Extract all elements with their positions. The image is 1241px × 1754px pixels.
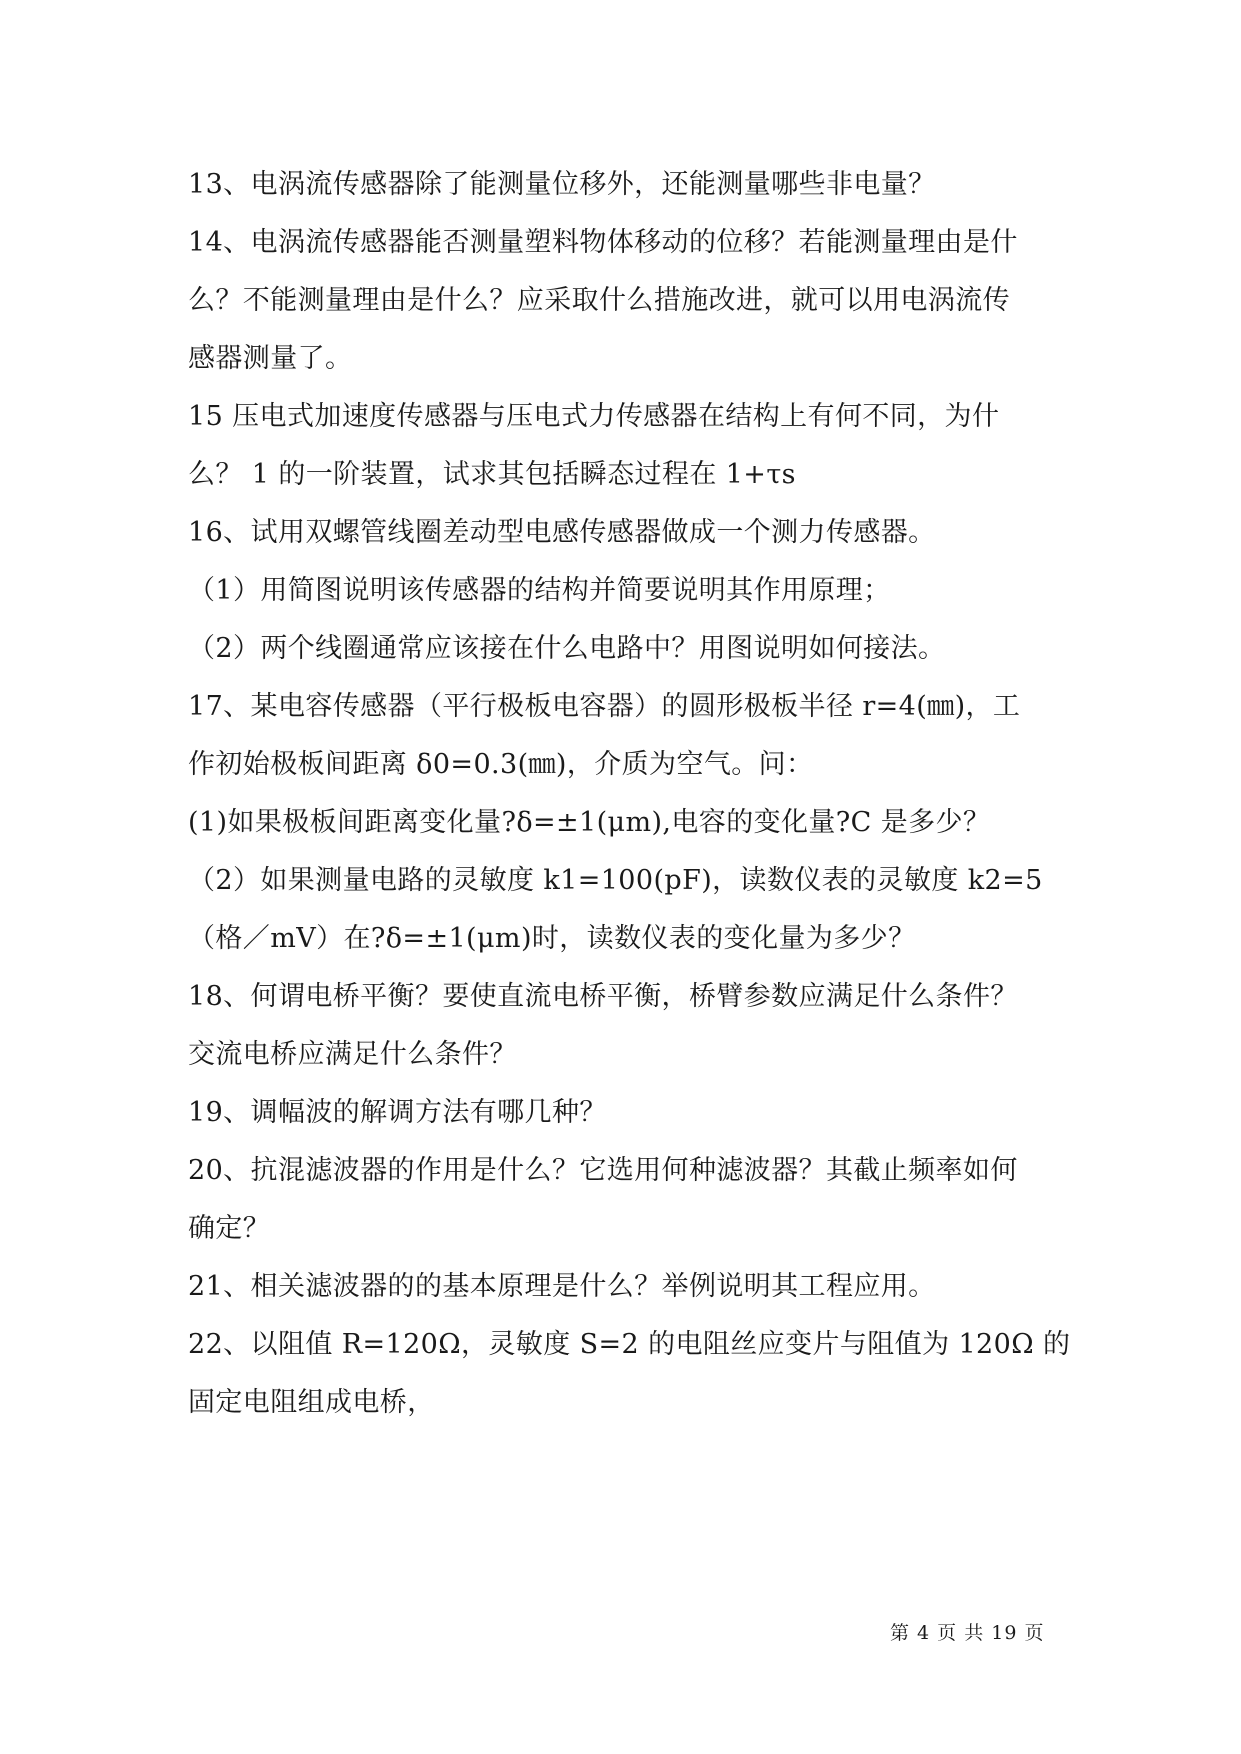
question-15-line-2: 么？ 1 的一阶装置，试求其包括瞬态过程在 1+τs (188, 459, 796, 490)
question-20-line-1: 20、抗混滤波器的作用是什么？它选用何种滤波器？其截止频率如何 (188, 1155, 1018, 1186)
question-16-part-1: （1）用简图说明该传感器的结构并简要说明其作用原理； (188, 575, 891, 606)
question-17-part-2-line-2: （格／mV）在?δ=±1(μm)时，读数仪表的变化量为多少？ (188, 923, 916, 954)
question-19-line: 19、调幅波的解调方法有哪几种？ (188, 1097, 607, 1128)
question-14-line-3: 感器测量了。 (188, 343, 353, 374)
question-17-line-2: 作初始极板间距离 δ0=0.3(㎜)，介质为空气。问： (188, 749, 814, 780)
question-16-part-2: （2）两个线圈通常应该接在什么电路中？用图说明如何接法。 (188, 633, 946, 664)
question-15-line-1: 15 压电式加速度传感器与压电式力传感器在结构上有何不同，为什 (188, 401, 1000, 432)
question-18-line-1: 18、何谓电桥平衡？要使直流电桥平衡，桥臂参数应满足什么条件？ (188, 981, 1018, 1012)
question-22-line-2: 固定电阻组成电桥， (188, 1387, 435, 1418)
page-number-footer: 第 4 页 共 19 页 (890, 1622, 1045, 1644)
question-14-line-1: 14、电涡流传感器能否测量塑料物体移动的位移？若能测量理由是什 (188, 227, 1018, 258)
question-21-line: 21、相关滤波器的的基本原理是什么？举例说明其工程应用。 (188, 1271, 936, 1302)
question-14-line-2: 么？不能测量理由是什么？应采取什么措施改进，就可以用电涡流传 (188, 285, 1010, 316)
question-20-line-2: 确定？ (188, 1213, 271, 1244)
question-17-part-2-line-1: （2）如果测量电路的灵敏度 k1=100(pF)，读数仪表的灵敏度 k2=5 (188, 865, 1043, 896)
question-16-line: 16、试用双螺管线圈差动型电感传感器做成一个测力传感器。 (188, 517, 936, 548)
question-22-line-1: 22、以阻值 R=120Ω，灵敏度 S=2 的电阻丝应变片与阻值为 120Ω 的 (188, 1329, 1071, 1360)
question-17-part-1: (1)如果极板间距离变化量?δ=±1(μm),电容的变化量?C 是多少？ (188, 807, 991, 838)
question-13-line: 13、电涡流传感器除了能测量位移外，还能测量哪些非电量？ (188, 169, 936, 200)
question-18-line-2: 交流电桥应满足什么条件？ (188, 1039, 517, 1070)
question-17-line-1: 17、某电容传感器（平行极板电容器）的圆形极板半径 r=4(㎜)，工 (188, 691, 1021, 722)
